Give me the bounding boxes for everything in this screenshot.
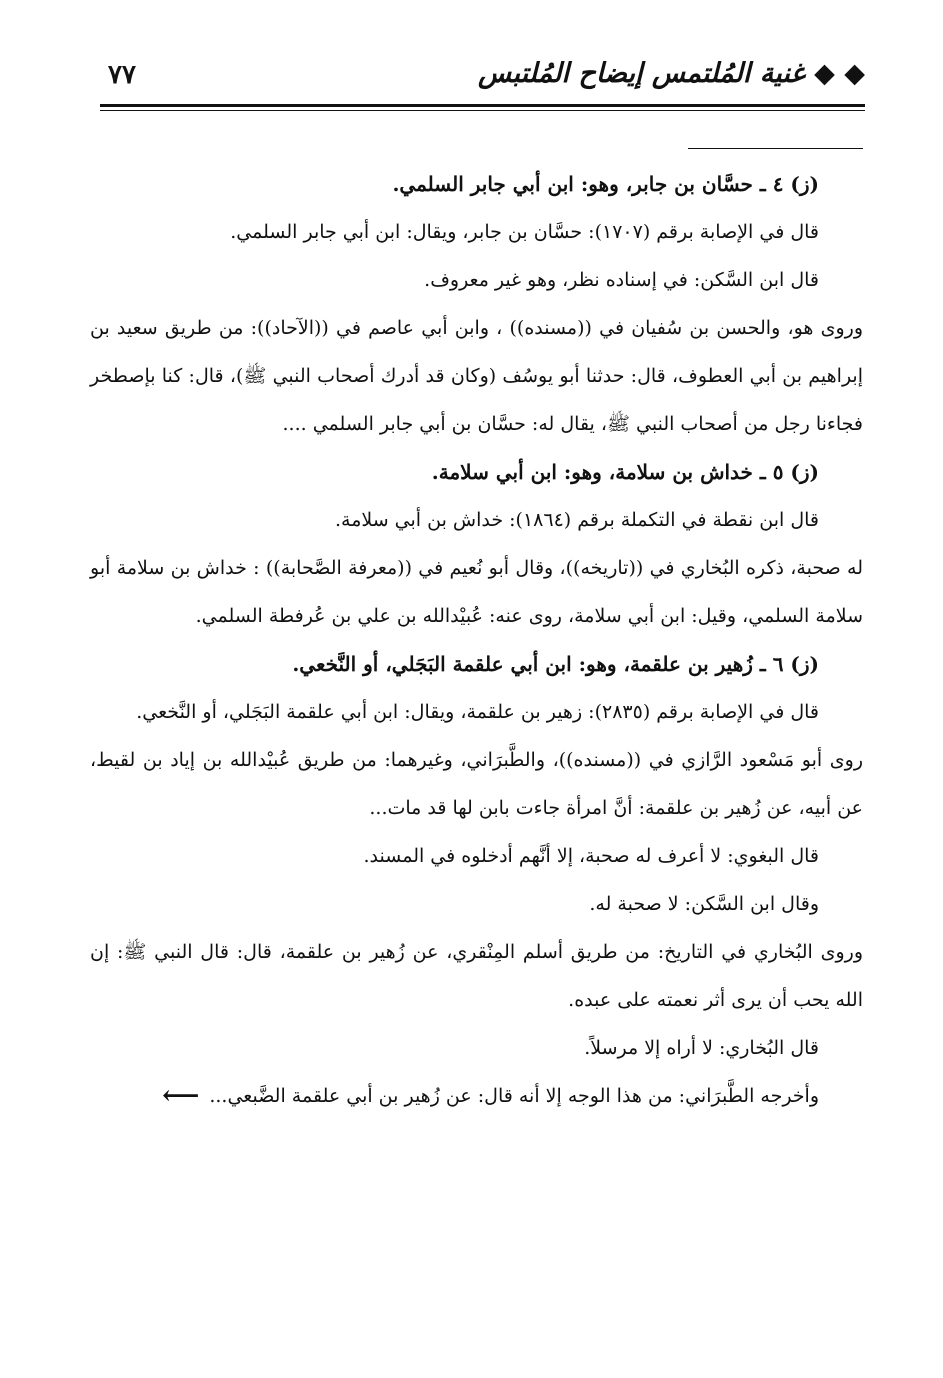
paragraph: له صحبة، ذكره البُخاري في ((تاريخه))، وقال أبو نُعيم في ((معرفة الصَّحابة)) : خداش بن سلامة أبو سلامة السلمي، وقيل: ابن أبي سلامة، روى عنه: عُبيْدالله بن علي بن عُرفطة السلمي. [90,557,863,627]
page-header [100,58,865,102]
paragraph: وروى البُخاري في التاريخ: من طريق أسلم المِنْقري، عن زُهير بن علقمة، قال: قال النبي ﷺ: إن الله يحب أن يرى أثر نعمته على عبده. [90,941,863,1011]
paragraph: قال البُخاري: لا أراه إلا مرسلاً. [584,1037,819,1059]
entry-heading: (ز) ٦ ـ زُهير بن علقمة، وهو: ابن أبي علقمة البَجَلي، أو النَّخعي. [292,652,819,676]
paragraph: روى أبو مَسْعود الرَّازي في ((مسنده))، والطَّبرَاني، وغيرهما: من طريق عُبيْدالله بن إياد بن لقيط، عن أبيه، عن زُهير بن علقمة: أنَّ امرأة جاءت بابن لها قد مات... [90,749,863,819]
paragraph: وروى هو، والحسن بن سُفيان في ((مسنده)) ، وابن أبي عاصم في ((الآحاد)): من طريق سعيد بن إبراهيم بن أبي العطوف، قال: حدثنا أبو يوسُف (وكان قد أدرك أصحاب النبي ﷺ)، قال: كنا بإصطخر فجاءنا رجل من أصحاب النبي ﷺ، يقال له: حسَّان بن أبي جابر السلمي .... [90,317,863,435]
entry-heading: (ز) ٥ ـ خداش بن سلامة، وهو: ابن أبي سلامة. [431,460,819,484]
paragraph: قال في الإصابة برقم (٢٨٣٥): زهير بن علقمة، ويقال: ابن أبي علقمة البَجَلي، أو النَّخعي. [136,701,819,723]
page-body [90,160,863,1120]
paragraph: وقال ابن السَّكن: لا صحبة له. [589,893,819,915]
page-number: ٧٧ [108,60,136,90]
header-rule-thin [100,110,865,111]
running-title: ◆ ◆ غنية المُلتمس إيضاح المُلتبس [478,58,865,89]
paragraph: قال ابن السَّكن: في إسناده نظر، وهو غير معروف. [424,269,819,291]
entry-heading: (ز) ٤ ـ حسَّان بن جابر، وهو: ابن أبي جابر السلمي. [392,172,819,196]
header-rule-thick [100,104,865,107]
arrow-left-icon: ⟵ [162,1081,200,1111]
paragraph-text: وأخرجه الطَّبرَاني: من هذا الوجه إلا أنه قال: عن زُهير بن أبي علقمة الضَّبعي... [209,1085,819,1107]
final-paragraph [90,1072,863,1120]
top-short-rule [688,148,863,149]
paragraph: قال ابن نقطة في التكملة برقم (١٨٦٤): خداش بن أبي سلامة. [334,509,819,531]
paragraph: قال في الإصابة برقم (١٧٠٧): حسَّان بن جابر، ويقال: ابن أبي جابر السلمي. [230,221,819,243]
paragraph: قال البغوي: لا أعرف له صحبة، إلا أنَّهم أدخلوه في المسند. [363,845,819,867]
